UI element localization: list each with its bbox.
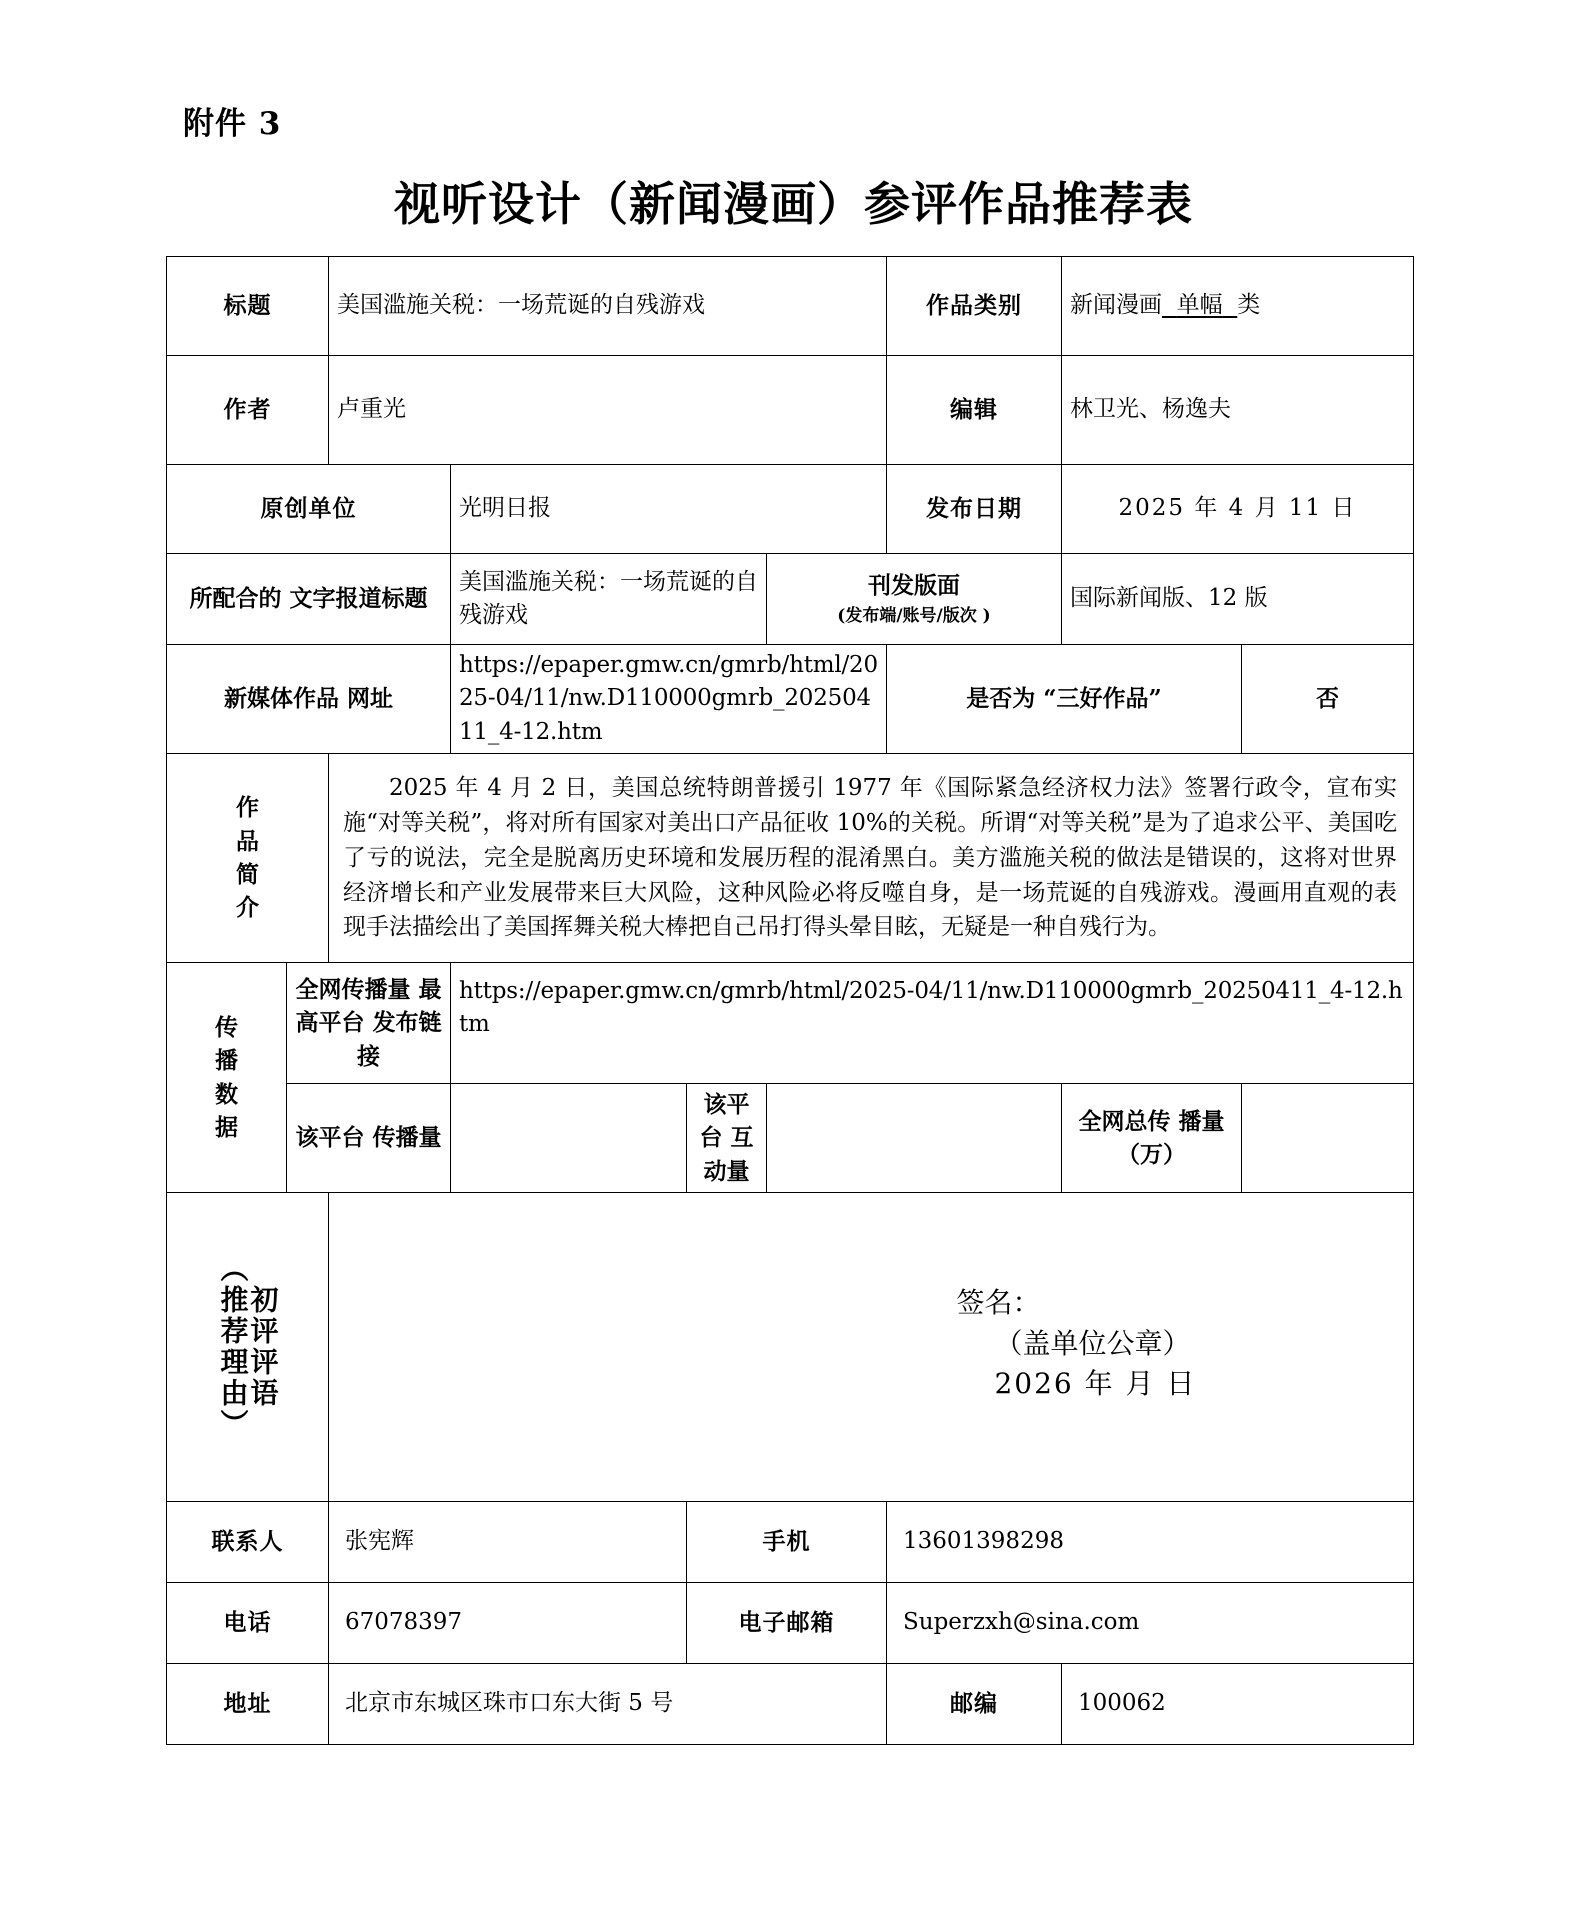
spread-label bbox=[167, 963, 287, 1193]
award-label-line1: 是否为 bbox=[966, 685, 1036, 713]
publish-date-label: 发布日期 bbox=[887, 465, 1062, 554]
publish-date-value: 2025 年 4 月 11 日 bbox=[1062, 465, 1414, 554]
spread-label-c3: 数 bbox=[215, 1080, 238, 1108]
metric1-label-line2: 传播量 bbox=[372, 1124, 442, 1152]
top-platform-label-line1: 全网传播量 bbox=[295, 976, 411, 1004]
signature-line: 签名： bbox=[956, 1286, 1041, 1320]
spread-label-c2: 播 bbox=[215, 1047, 238, 1075]
evaluation-label-right: （推荐理由） bbox=[216, 1254, 250, 1441]
table-row-address bbox=[167, 1664, 1414, 1745]
intro-label-c1: 作 bbox=[236, 794, 259, 822]
intro-label bbox=[167, 754, 329, 963]
address-value: 北京市东城区珠市口东大街 5 号 bbox=[329, 1664, 887, 1745]
edition-label bbox=[767, 554, 1062, 645]
award-label-line2: “三好作品” bbox=[1043, 685, 1162, 713]
metric2-label-line1: 该平台 bbox=[699, 1091, 750, 1152]
contact-person-value: 张宪辉 bbox=[329, 1502, 687, 1583]
category-prefix: 新闻漫画 bbox=[1070, 292, 1162, 319]
metric3-label-line1: 全网总传 bbox=[1078, 1107, 1171, 1135]
zip-label: 邮编 bbox=[887, 1664, 1062, 1745]
related-report-label-line2: 文字报道标题 bbox=[289, 585, 428, 613]
contact-person-label: 联系人 bbox=[167, 1502, 329, 1583]
address-label: 地址 bbox=[167, 1664, 329, 1745]
table-row-spread-link bbox=[167, 963, 1414, 1084]
top-platform-label bbox=[287, 963, 451, 1084]
table-row-intro bbox=[167, 754, 1414, 963]
metric2-value[interactable] bbox=[767, 1084, 1062, 1193]
intro-label-c4: 介 bbox=[236, 894, 259, 922]
metric2-label bbox=[687, 1084, 767, 1193]
email-value: Superzxh@sina.com bbox=[887, 1583, 1414, 1664]
metric1-label bbox=[287, 1084, 451, 1193]
official-seal-line: （盖单位公章） bbox=[994, 1326, 1191, 1360]
category-value bbox=[1062, 257, 1414, 356]
award-value: 否 bbox=[1242, 645, 1414, 754]
author-label: 作者 bbox=[167, 356, 329, 465]
metric3-label bbox=[1062, 1084, 1242, 1193]
category-suffix: 类 bbox=[1237, 292, 1261, 319]
origin-label: 原创单位 bbox=[167, 465, 451, 554]
mobile-value: 13601398298 bbox=[887, 1502, 1414, 1583]
related-report-label bbox=[167, 554, 451, 645]
zip-value: 100062 bbox=[1062, 1664, 1414, 1745]
intro-label-c2: 品 bbox=[236, 827, 259, 855]
spread-label-c4: 据 bbox=[215, 1113, 238, 1141]
table-row-title bbox=[167, 257, 1414, 356]
evaluation-label bbox=[167, 1193, 329, 1502]
url-label-line1: 新媒体作品 bbox=[223, 685, 339, 713]
evaluation-content-cell[interactable] bbox=[329, 1193, 1414, 1502]
top-platform-label-line2: 最高平台 bbox=[295, 976, 442, 1037]
metric3-value[interactable] bbox=[1242, 1084, 1414, 1193]
evaluation-label-left: 初评评语 bbox=[246, 1285, 280, 1410]
email-label: 电子邮箱 bbox=[687, 1583, 887, 1664]
table-row-url bbox=[167, 645, 1414, 754]
metric3-label-line2: 播量（万） bbox=[1117, 1107, 1225, 1169]
metric2-label-line2: 互动量 bbox=[703, 1124, 754, 1185]
table-row-evaluation bbox=[167, 1193, 1414, 1502]
origin-value: 光明日报 bbox=[451, 465, 887, 554]
edition-label-sub: (发布端/账号/版次 ) bbox=[837, 606, 991, 627]
table-row-contact-phone bbox=[167, 1583, 1414, 1664]
metric1-label-line1: 该平台 bbox=[295, 1124, 365, 1152]
evaluation-label-columns bbox=[167, 1254, 328, 1440]
url-label-line2: 网址 bbox=[347, 685, 393, 713]
title-value: 美国滥施关税：一场荒诞的自残游戏 bbox=[329, 257, 887, 356]
top-platform-label-line3: 发布链接 bbox=[357, 1009, 442, 1070]
author-value: 卢重光 bbox=[329, 356, 887, 465]
phone-label: 电话 bbox=[167, 1583, 329, 1664]
phone-value: 67078397 bbox=[329, 1583, 687, 1664]
table-row-related-report bbox=[167, 554, 1414, 645]
table-row-origin bbox=[167, 465, 1414, 554]
mobile-label: 手机 bbox=[687, 1502, 887, 1583]
category-selected: 单幅 bbox=[1176, 292, 1223, 319]
editor-label: 编辑 bbox=[887, 356, 1062, 465]
signature-date-line: 2026 年 月 日 bbox=[994, 1367, 1197, 1401]
url-value[interactable]: https://epaper.gmw.cn/gmrb/html/2025-04/11/nw.D110000gmrb_20250411_4-12.htm bbox=[451, 645, 887, 754]
related-report-label-line1: 所配合的 bbox=[189, 585, 282, 613]
top-platform-url[interactable]: https://epaper.gmw.cn/gmrb/html/2025-04/11/nw.D110000gmrb_20250411_4-12.htm bbox=[451, 963, 1414, 1084]
url-label bbox=[167, 645, 451, 754]
attachment-number: 附件 3 bbox=[183, 106, 282, 142]
award-label bbox=[887, 645, 1242, 754]
spread-label-c1: 传 bbox=[215, 1013, 238, 1041]
category-label: 作品类别 bbox=[887, 257, 1062, 356]
intro-label-c3: 简 bbox=[236, 861, 259, 889]
edition-value: 国际新闻版、12 版 bbox=[1062, 554, 1414, 645]
metric1-value[interactable] bbox=[451, 1084, 687, 1193]
table-row-spread-metrics bbox=[167, 1084, 1414, 1193]
recommendation-form-table bbox=[166, 256, 1414, 1745]
intro-cell bbox=[329, 754, 1414, 963]
edition-label-main: 刊发版面 bbox=[868, 572, 960, 599]
page-title: 视听设计（新闻漫画）参评作品推荐表 bbox=[394, 177, 1193, 231]
table-row-author bbox=[167, 356, 1414, 465]
table-row-contact-person bbox=[167, 1502, 1414, 1583]
title-label: 标题 bbox=[167, 257, 329, 356]
signature-block bbox=[337, 1283, 1405, 1411]
intro-text: 2025 年 4 月 2 日，美国总统特朗普援引 1977 年《国际紧急经济权力法》签署行政令，宣布实施“对等关税”，将对所有国家对美出口产品征收 10%的关税。所谓“对等关税”是为了追求公平、美国吃了亏的说法，完全是脱离历史环境和发展历程的混淆黑白。美方滥施关税的做法是错误的，这将对世界经济增长和产业发展带来巨大风险，这种风险必将反噬自身，是一场荒诞的自残游戏。漫画用直观的表现手法描绘出了美国挥舞关税大棒把自己吊打得头晕目眩，无疑是一种自残行为。 bbox=[343, 774, 1397, 941]
editor-value: 林卫光、杨逸夫 bbox=[1062, 356, 1414, 465]
related-report-value: 美国滥施关税：一场荒诞的自残游戏 bbox=[451, 554, 767, 645]
